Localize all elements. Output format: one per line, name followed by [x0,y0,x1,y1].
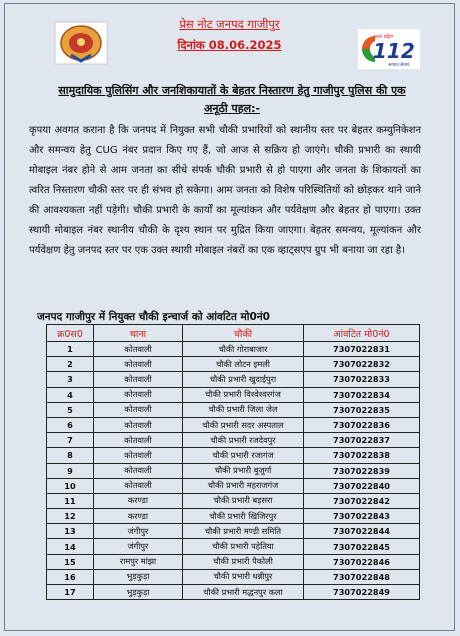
table-row [47,387,420,402]
cell-chowki: चौकी प्रभारी महराजगंज [183,478,304,493]
cell-thana: कोतवाली [94,402,183,417]
cell-mobile: 7307022842 [304,493,420,508]
cell-chowki: चौकी गोराबाजार [183,342,304,357]
cell-serial: 10 [47,478,94,493]
cell-chowki: चौकी प्रभारी सदर अस्पताल [183,417,304,432]
table-row [47,357,420,372]
cell-serial: 2 [47,357,94,372]
cell-thana: रामपुर मांझा [94,554,183,569]
header-chowki: चौकी [183,325,304,342]
cell-serial: 3 [47,372,94,387]
emergency-112-logo-icon [358,29,420,69]
cell-thana: कोतवाली [94,463,183,478]
cell-thana: करण्डा [94,493,183,508]
table-row [47,569,420,584]
cell-thana: कोतवाली [94,478,183,493]
cell-chowki: चौकी प्रभारी पहेतिया [183,539,304,554]
cell-serial: 7 [47,433,94,448]
cell-serial: 11 [47,493,94,508]
press-note-title: प्रेस नोट जनपद गाजीपुर [179,17,280,31]
cell-mobile: 7307022849 [304,585,420,600]
table-row [47,493,420,508]
cell-chowki: चौकी प्रभारी खिजिरपुर [183,509,304,524]
header-serial: क्र0स0 [47,325,94,342]
press-note-date: दिनांक 08.06.2025 [177,38,282,52]
table-row [47,463,420,478]
cell-thana: कोतवाली [94,342,183,357]
cell-serial: 14 [47,539,94,554]
cell-chowki: चौकी प्रभारी बड़सरा [183,493,304,508]
cell-mobile: 7307022836 [304,417,420,432]
cell-serial: 17 [47,585,94,600]
table-row [47,433,420,448]
cell-thana: करण्डा [94,509,183,524]
cell-mobile: 7307022838 [304,448,420,463]
cell-mobile: 7307022831 [304,342,420,357]
table-row [47,509,420,524]
cell-serial: 6 [47,417,94,432]
cell-chowki: चौकी प्रभारी खुदाईपुरा [183,372,304,387]
logo-number: 112 [373,39,415,63]
cell-mobile: 7307022844 [304,524,420,539]
cell-mobile: 7307022846 [304,554,420,569]
table-row [47,539,420,554]
cell-mobile: 7307022848 [304,569,420,584]
cell-chowki: चौकी प्रभारी मद्धनपुर कला [183,585,304,600]
cell-serial: 1 [47,342,94,357]
cell-serial: 9 [47,463,94,478]
cell-serial: 12 [47,509,94,524]
table-row [47,417,420,432]
table-row [47,524,420,539]
header-thana: थाना [94,325,183,342]
cell-chowki: चौकी प्रभारी विश्वेश्वरगंज [183,387,304,402]
table-row [47,478,420,493]
table-body [47,342,420,600]
table-row [47,402,420,417]
cell-chowki: चौकी प्रभारी रजागंज [183,448,304,463]
cell-mobile: 7307022834 [304,387,420,402]
cell-mobile: 7307022833 [304,372,420,387]
press-note-page [4,3,455,631]
cell-chowki: चौकी प्रभारी बुजुर्गा [183,463,304,478]
cell-thana: भुड़कुड़ा [94,569,183,584]
cell-mobile: 7307022843 [304,509,420,524]
cell-mobile: 7307022845 [304,539,420,554]
cell-thana: जंगीपुर [94,539,183,554]
table-row [47,342,420,357]
cell-chowki: चौकी प्रभारी जिला जेल [183,402,304,417]
cell-thana: कोतवाली [94,448,183,463]
cell-mobile: 7307022840 [304,478,420,493]
cell-thana: कोतवाली [94,372,183,387]
cell-serial: 8 [47,448,94,463]
cell-chowki: चौकी प्रभारी धन्नीपुर [183,569,304,584]
table-row [47,448,420,463]
cell-mobile: 7307022839 [304,463,420,478]
table-caption: जनपद गाजीपुर में नियुक्त चौकी इन्चार्ज को आंवटित मो0नं0 [37,311,270,323]
cell-thana: कोतवाली [94,387,183,402]
table-row [47,554,420,569]
cell-chowki: चौकी लोटन इमली [183,357,304,372]
cell-thana: कोतवाली [94,433,183,448]
cug-number-table [46,324,420,600]
cell-mobile: 7307022835 [304,402,420,417]
cell-serial: 15 [47,554,94,569]
cell-mobile: 7307022832 [304,357,420,372]
cell-chowki: चौकी प्रभारी पैकोली [183,554,304,569]
subject-heading: सामुदायिक पुलिसिंग और जनशिकायातों के बेहतर निस्तारण हेतु गाजीपुर पुलिस की एक अनूठी पहल:- [58,84,406,115]
table-header-row [47,325,420,342]
table-row [47,585,420,600]
table-row [47,372,420,387]
press-note-body: कृपया अवगत कराना है कि जनपद में नियुक्त सभी चौकी प्रभारियों को स्थानीय स्तर पर बेहतर कम्युनिकेशन और समन्वय हेतु CUG नंबर प्रदान किए गए हैं, जो आज से सक्रिय हो जाएंगे। चौकी प्रभारी का स्थायी मोबाइल नंबर होने से आम जनता का सीधे संपर्क चौकी प्रभारी से हो पाएगा और जनता के शिकायतों का त्वरित निस्तारण चौकी स्तर पर ही संभव हो सकेगा। आम जनता को विशेष परिस्थितियों को छोड़कर थाने जाने की आवश्यकता नहीं पड़ेगी। चौकी प्रभारी के कार्यों का मूल्यांकन और पर्यवेक्षण और बेहतर हो पाएगा। उक्त स्थायी मोबाइल नंबर स्थानीय चौकी के दृश्य स्थान पर मुद्रित किया जाएगा। बेहतर समन्वय, मूल्यांकन और पर्यवेक्षण हेतु जनपद स्तर पर एक उक्त स्थायी मोबाइल नंबरों का एक व्हाट्सएप ग्रुप भी बनाया जा रहा है। [29,125,421,256]
logo-top-text: उत्तर प्रदेश [374,34,393,40]
cell-serial: 5 [47,402,94,417]
cell-thana: कोतवाली [94,417,183,432]
cell-serial: 16 [47,569,94,584]
cell-chowki: चौकी प्रभारी रजदेवपुर [183,433,304,448]
cell-thana: भुड़कुड़ा [94,585,183,600]
cell-serial: 13 [47,524,94,539]
cell-serial: 4 [47,387,94,402]
logo-bottom-text: आपात सेवाएं [388,63,410,68]
cell-thana: जंगीपुर [94,524,183,539]
header-mobile: आंवटित मो0नं0 [304,325,420,342]
cell-chowki: चौकी प्रभारी मण्डी समिति [183,524,304,539]
cell-thana: कोतवाली [94,357,183,372]
cell-mobile: 7307022837 [304,433,420,448]
